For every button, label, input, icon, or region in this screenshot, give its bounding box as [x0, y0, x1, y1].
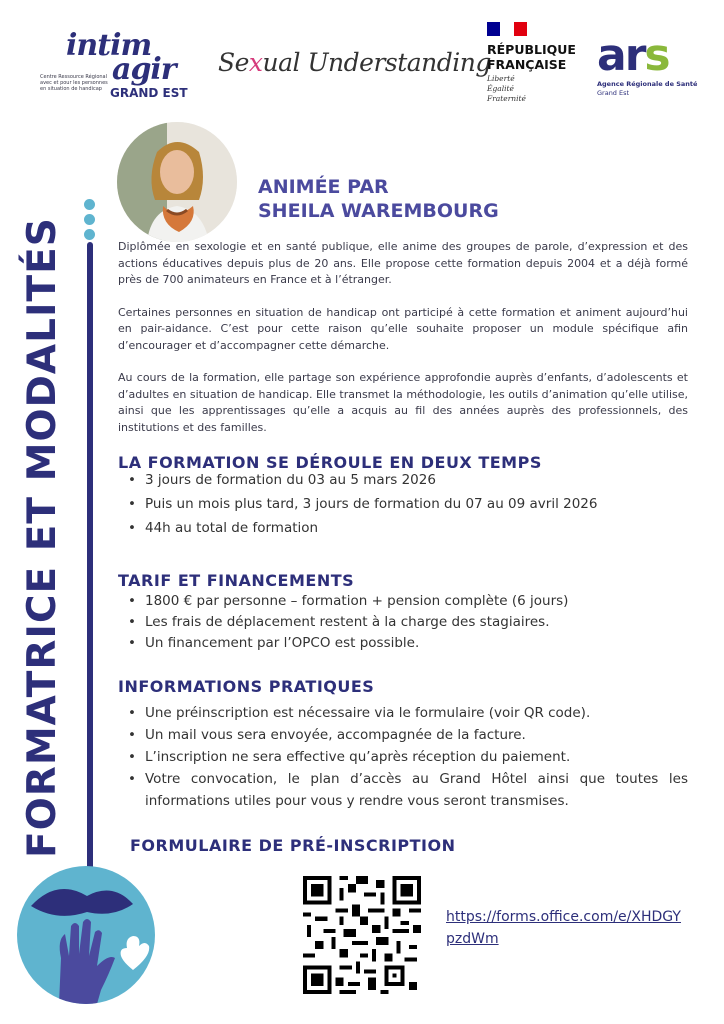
- trainer-bio: [118, 239, 688, 452]
- french-flag-icon: [487, 22, 527, 36]
- qr-code[interactable]: [303, 876, 421, 994]
- list-item: • 44h au total de formation: [128, 520, 688, 536]
- registration-form-link[interactable]: https://forms.office.com/e/XHDGYpzdWm: [446, 909, 681, 947]
- ars-logo: [597, 30, 707, 106]
- bio-paragraph: Certaines personnes en situation de handicap ont participé à cette formation et animent aujourd’hui en pair-aidance. C’est pour cette raison qu’elle souhaite proposer un module spécifique afin d’encourager et d’accompagner cette démarche.: [118, 305, 688, 352]
- list-item: • 3 jours de formation du 03 au 5 mars 2026: [128, 472, 688, 488]
- practical-list: [128, 702, 688, 812]
- pricing-list: [128, 591, 688, 654]
- form-title: FORMULAIRE DE PRÉ-INSCRIPTION: [130, 836, 456, 855]
- list-item: • Puis un mois plus tard, 3 jours de formation du 07 au 09 avril 2026: [128, 496, 688, 512]
- intim-agir-region: GRAND EST: [110, 86, 188, 100]
- sexual-logo-x: x: [248, 48, 263, 77]
- list-item: • Un mail vous sera envoyée, accompagnée de la facture.: [128, 724, 688, 746]
- vertical-section-title: FORMATRICE ET MODALITÉS: [20, 217, 65, 858]
- trainer-portrait: [117, 122, 237, 242]
- bio-paragraph: Diplômée en sexologie et en santé publique, elle anime des groupes de parole, d’expression et des actions éducatives depuis plus de 20 ans. Elle propose cette formation depuis 2004 et a déjà formé près de 700 animateurs en France et à l’étranger.: [118, 240, 688, 286]
- list-item: • Votre convocation, le plan d’accès au Grand Hôtel ainsi que toutes les informations utiles pour vous y rendre vous seront transmises.: [128, 768, 688, 812]
- list-item: • 1800 € par personne – formation + pension complète (6 jours): [128, 591, 688, 612]
- ars-word-ar: ar: [597, 30, 645, 81]
- sexual-logo-part1: Se: [218, 48, 249, 77]
- intim-agir-logo: [40, 28, 205, 106]
- ars-logo-word: [597, 30, 669, 81]
- decorative-dots: [84, 199, 96, 244]
- vertical-divider: [87, 242, 93, 874]
- hand-heart-illustration: [17, 866, 155, 1004]
- republique-motto: [487, 74, 526, 104]
- agir-logo-word: agir: [112, 52, 176, 87]
- intim-agir-subtitle: Centre Ressource Régional avec et pour les personnes en situation de handicap: [40, 74, 108, 92]
- list-item: • Les frais de déplacement restent à la charge des stagiaires.: [128, 612, 688, 633]
- schedule-title: LA FORMATION SE DÉROULE EN DEUX TEMPS: [118, 453, 542, 472]
- trainer-label: ANIMÉE PAR: [258, 176, 389, 198]
- pricing-title: TARIF ET FINANCEMENTS: [118, 571, 355, 590]
- list-item: • L’inscription ne sera effective qu’après réception du paiement.: [128, 746, 688, 768]
- ars-subtitle: Agence Régionale de Santé: [597, 80, 698, 88]
- list-item: • Un financement par l’OPCO est possible.: [128, 633, 688, 654]
- trainer-heading: [258, 175, 499, 223]
- motto-fraternite: Fraternité: [487, 94, 526, 103]
- ars-word-s: s: [644, 30, 669, 81]
- sexual-logo-part2: ual Understanding: [262, 48, 491, 77]
- schedule-list: [128, 472, 688, 536]
- ars-region: Grand Est: [597, 89, 630, 97]
- practical-title: INFORMATIONS PRATIQUES: [118, 677, 375, 696]
- republique-line2: FRANÇAISE: [487, 57, 567, 72]
- sexual-understanding-logo: [218, 48, 491, 88]
- republique-title: [487, 42, 576, 72]
- motto-liberte: Liberté: [487, 74, 515, 83]
- list-item: • Une préinscription est nécessaire via le formulaire (voir QR code).: [128, 702, 688, 724]
- bio-paragraph: Au cours de la formation, elle partage son expérience approfondie auprès d’enfants, d’adolescents et d’adultes en situation de handicap. Elle transmet la méthodologie, les outils d’animation qu’elle utilise, ainsi que les apprentissages qu’elle a acquis au fil des années auprès des professionnels, des institutions et des familles.: [118, 371, 688, 434]
- trainer-name: SHEILA WAREMBOURG: [258, 200, 499, 222]
- republique-francaise-logo: [487, 22, 587, 108]
- intim-logo-word: intim: [66, 28, 152, 63]
- republique-line1: RÉPUBLIQUE: [487, 42, 576, 57]
- motto-egalite: Égalité: [487, 84, 514, 93]
